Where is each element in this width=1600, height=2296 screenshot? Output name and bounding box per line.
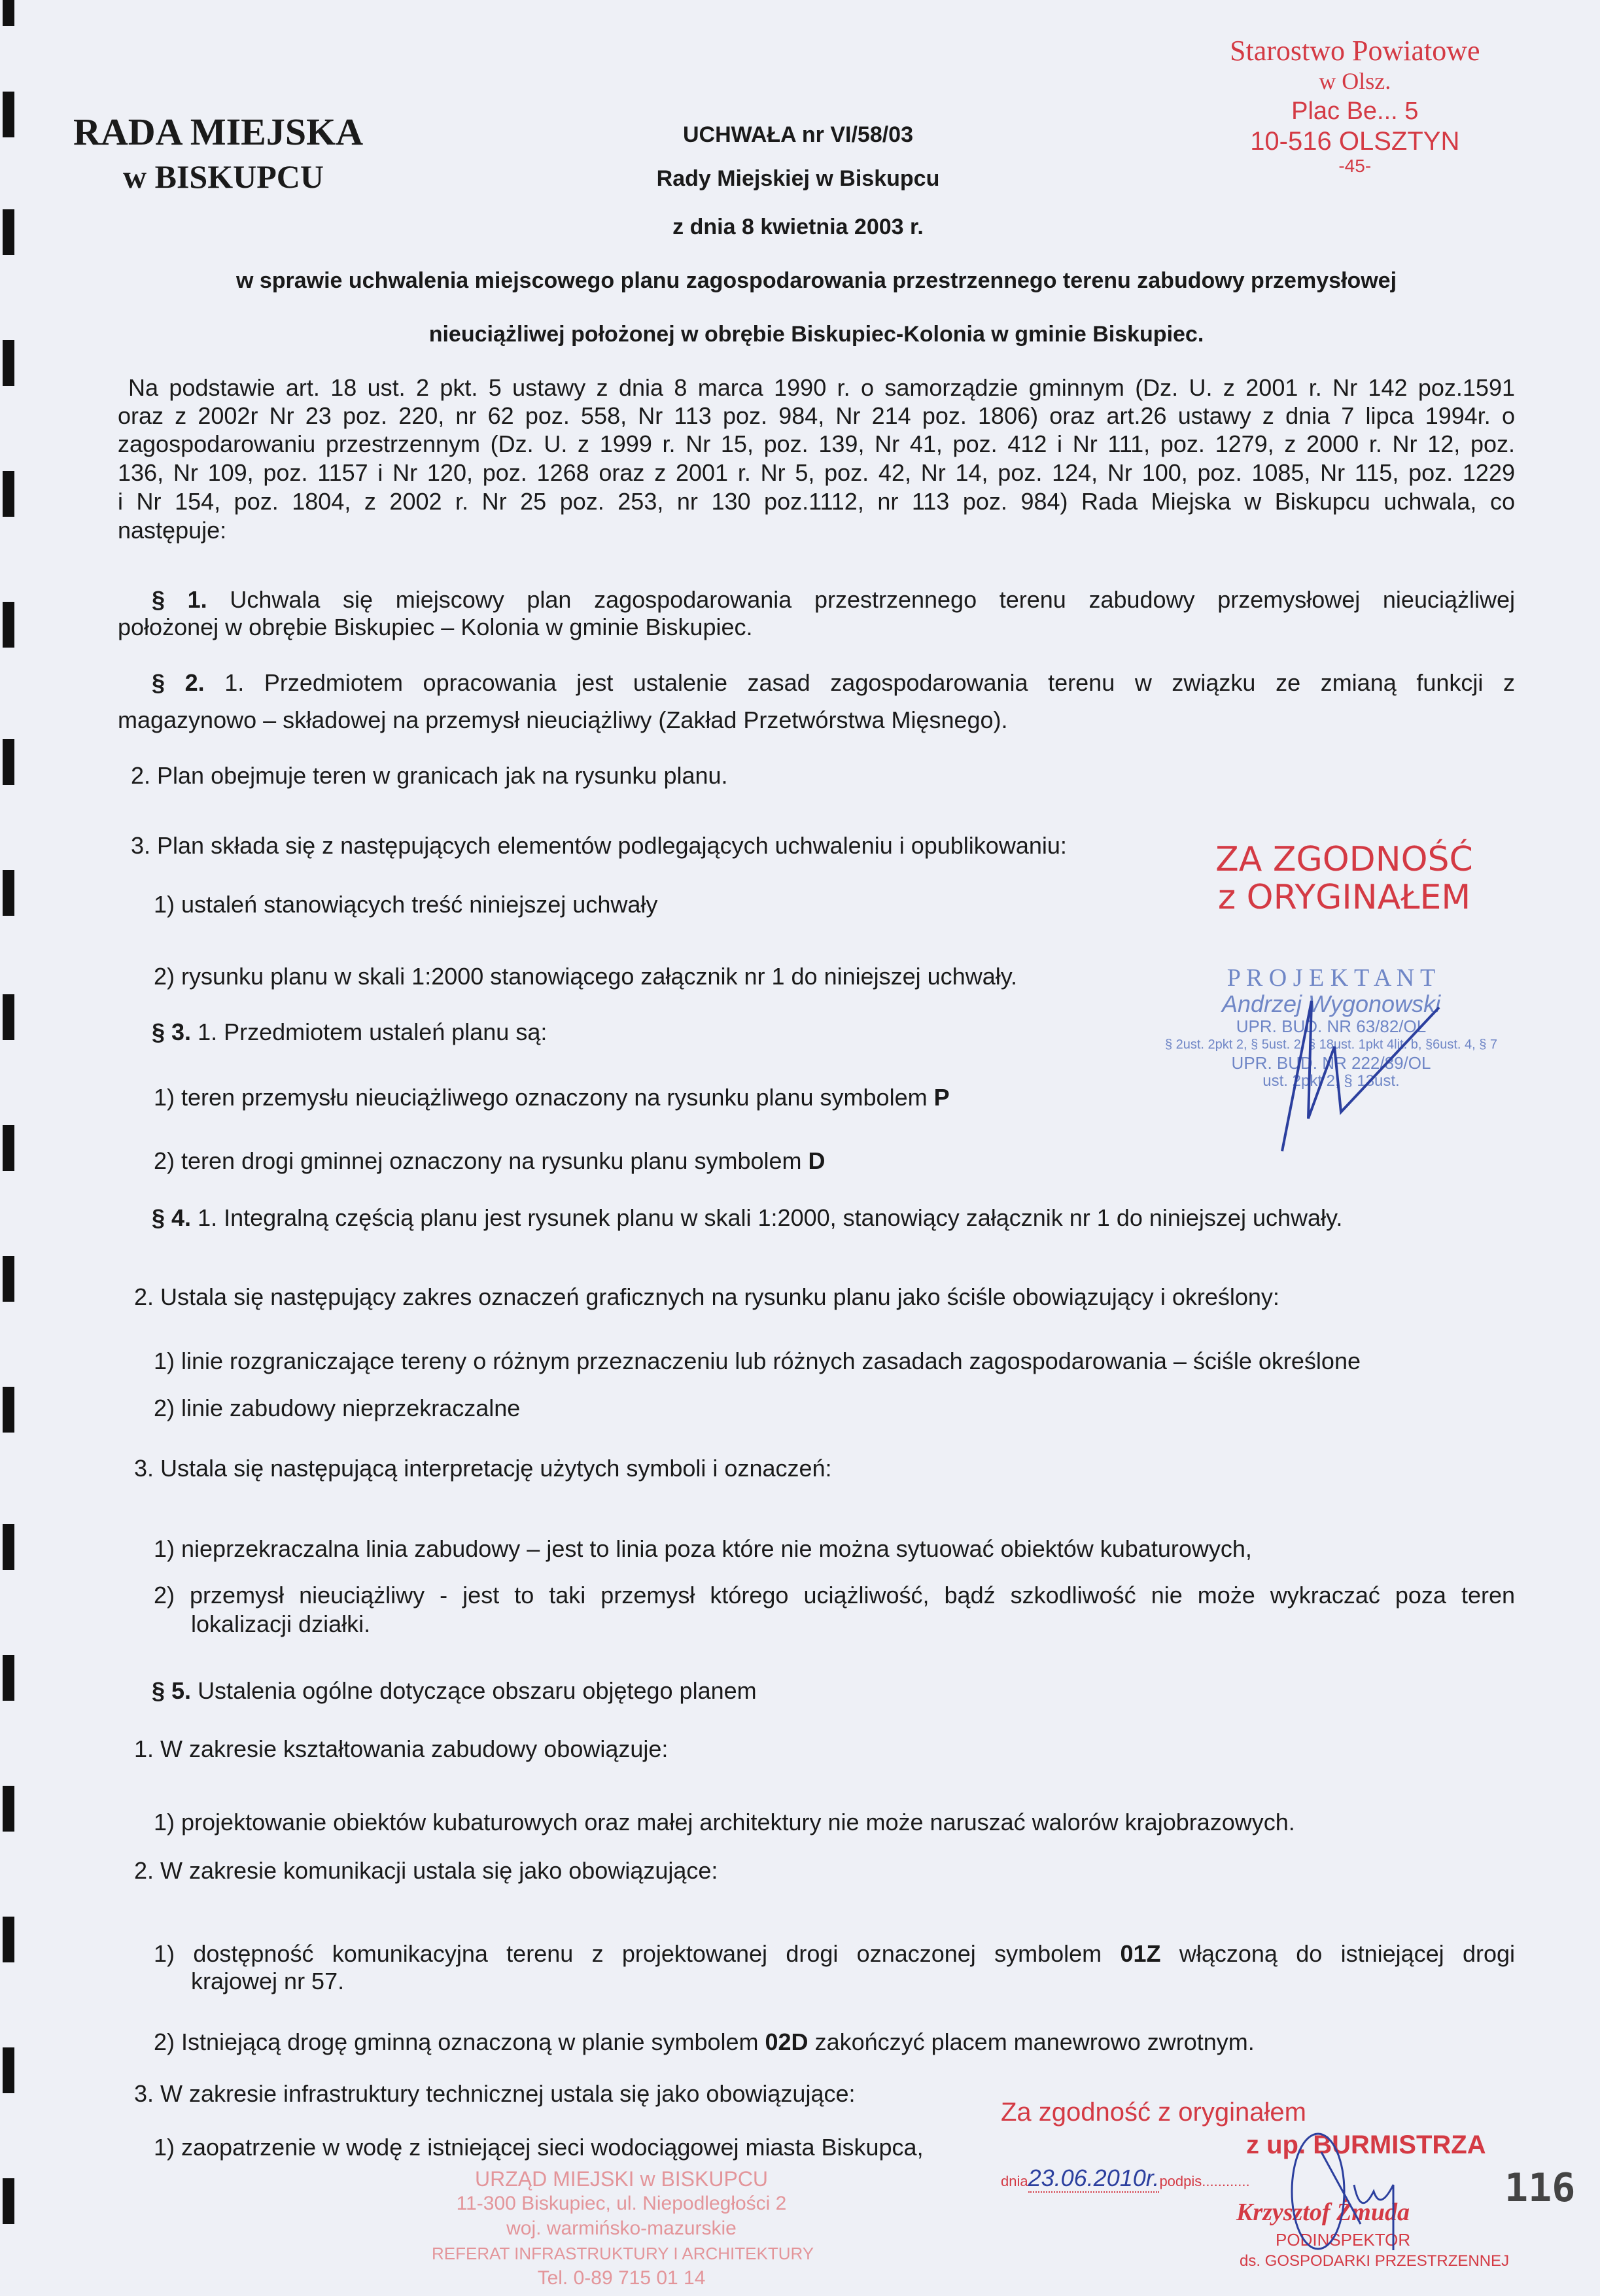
certified-copy-stamp xyxy=(1204,841,1485,916)
paragraph-5-item-3: 3. W zakresie infrastruktury technicznej ustala się jako obowiązujące: xyxy=(134,2080,856,2107)
resolution-date: z dnia 8 kwietnia 2003 r. xyxy=(672,215,924,239)
official-department: ds. GOSPODARKI PRZESTRZENNEJ xyxy=(1240,2252,1510,2270)
stamp-line: ZA ZGODNOŚĆ xyxy=(1215,840,1473,879)
stamp-line: ust. 2pkt 2, § 13ust. xyxy=(1262,1072,1400,1090)
section-label: § 5. xyxy=(152,1677,192,1704)
paragraph-1-line1 xyxy=(152,586,1515,614)
scan-mark xyxy=(3,870,14,916)
paragraph-3-item-1 xyxy=(154,1084,950,1111)
stamp-line: -45- xyxy=(1338,156,1372,176)
section-label: § 4. xyxy=(152,1204,192,1231)
official-role: PODINSPEKTOR xyxy=(1276,2230,1411,2250)
paragraph-3-item-2 xyxy=(154,1147,826,1175)
paragraph-2-item-3: 3. Plan składa się z następujących elementów podlegających uchwaleniu i opublikowaniu: xyxy=(131,832,1067,859)
stamp-line: Plac Be... 5 xyxy=(1291,97,1419,125)
stamp-line: UPR. BUD. NR 222/89/OL xyxy=(1231,1053,1431,1073)
scan-mark xyxy=(3,2178,14,2224)
paragraph-2-item-3-1: 1) ustaleń stanowiących treść niniejszej uchwały xyxy=(154,891,658,918)
paragraph-5-item-2: 2. W zakresie komunikacji ustala się jako obowiązujące: xyxy=(134,1857,718,1884)
scan-mark xyxy=(3,340,14,386)
stamp-line: Starostwo Powiatowe xyxy=(1230,35,1480,67)
paragraph-4-item-3-1: 1) nieprzekraczalna linia zabudowy – jest to linia poza które nie można sytuować obiektów kubaturowych, xyxy=(154,1535,1252,1562)
text: włączoną do istniejącej drogi xyxy=(1160,1940,1516,1967)
stamp-line: z ORYGINAŁEM xyxy=(1217,878,1471,917)
date-value: 23.06.2010r. xyxy=(1028,2165,1160,2191)
text: Uchwala się miejscowy plan zagospodarowania przestrzennego terenu zabudowy przemysłowej nieuciążliwej xyxy=(230,586,1515,613)
paragraph-4-item-3: 3. Ustala się następującą interpretację użytych symboli i oznaczeń: xyxy=(134,1455,832,1482)
scan-mark xyxy=(3,2047,14,2093)
paragraph-3-line1 xyxy=(152,1018,547,1046)
stamp-line: woj. warmińsko-mazurskie xyxy=(506,2218,737,2239)
preamble-line: Na podstawie art. 18 ust. 2 pkt. 5 ustawy z dnia 8 marca 1990 r. o samorządzie gminnym (Dz. U. z 2001 r. Nr 142 poz.1591 xyxy=(128,374,1515,401)
council-name: RADA MIEJSKA xyxy=(73,111,364,153)
page-number: 116 xyxy=(1504,2165,1576,2211)
designer-signature-icon xyxy=(1269,988,1465,1158)
stamp-line: § 2ust. 2pkt 2, § 5ust. 2, § 18ust. 1pkt 4lit. b, §6ust. 4, § 7 xyxy=(1164,1037,1498,1052)
stamp-line: w Olsz. xyxy=(1319,68,1391,94)
stamp-line: Tel. 0-89 715 01 14 xyxy=(537,2267,706,2289)
symbol: D xyxy=(808,1147,826,1174)
paragraph-4-item-2: 2. Ustala się następujący zakres oznaczeń graficznych na rysunku planu jako ściśle obowiązujący i określony: xyxy=(134,1283,1279,1310)
resolution-subject-line2: nieuciążliwej położonej w obrębie Biskupiec-Kolonia w gminie Biskupiec. xyxy=(428,322,1204,347)
scan-mark xyxy=(3,1256,14,1302)
paragraph-5-item-2-1-line1 xyxy=(154,1940,1515,1968)
preamble-line: 136, Nr 109, poz. 1157 i Nr 120, poz. 1268 oraz z 2001 r. Nr 5, poz. 42, Nr 14, poz. 124, Nr 100, poz. 1085, Nr 115, poz. 1229 xyxy=(118,459,1515,486)
stamp-line: 11-300 Biskupiec, ul. Niepodległości 2 xyxy=(456,2193,787,2214)
symbol: 02D xyxy=(765,2028,809,2055)
text: 2) teren drogi gminnej oznaczony na rysunku planu symbolem xyxy=(154,1147,809,1174)
paragraph-2-item-2: 2. Plan obejmuje teren w granicach jak na rysunku planu. xyxy=(131,762,728,789)
text: Ustalenia ogólne dotyczące obszaru objętego planem xyxy=(198,1677,757,1704)
scan-mark xyxy=(3,92,14,137)
stamp-line: P R O J E K T A N T xyxy=(1226,964,1436,992)
official-name: Krzysztof Żmuda xyxy=(1236,2199,1410,2226)
paragraph-2-line1 xyxy=(152,669,1515,697)
section-label: § 2. xyxy=(152,669,205,696)
resolution-subject-line1: w sprawie uchwalenia miejscowego planu zagospodarowania przestrzennego terenu zabudowy przemysłowej xyxy=(235,268,1397,293)
scan-mark xyxy=(3,1917,14,1962)
stamp-line: UPR. BUD. NR 63/82/OL xyxy=(1236,1017,1427,1036)
scan-mark xyxy=(3,1524,14,1570)
paragraph-5-line1 xyxy=(152,1677,757,1705)
resolution-title: UCHWAŁA nr VI/58/03 xyxy=(682,122,914,147)
scan-mark xyxy=(3,1655,14,1701)
text: 1. Przedmiotem opracowania jest ustalenie zasad zagospodarowania terenu w związku ze zmianą funkcji z xyxy=(224,669,1515,696)
paragraph-5-item-1-1: 1) projektowanie obiektów kubaturowych oraz małej architektury nie może naruszać walorów krajobrazowych. xyxy=(154,1809,1295,1835)
scan-mark xyxy=(3,1786,14,1832)
text: 2) Istniejącą drogę gminną oznaczoną w planie symbolem xyxy=(154,2028,765,2055)
symbol: 01Z xyxy=(1120,1940,1161,1967)
preamble-line: i Nr 154, poz. 1804, z 2002 r. Nr 25 poz. 253, nr 130 poz.1112, nr 113 poz. 984) Rada Miejska w Biskupcu uchwala, co xyxy=(118,488,1515,515)
scan-mark xyxy=(3,0,14,26)
preamble-line: zagospodarowaniu przestrzennym (Dz. U. z 1999 r. Nr 15, poz. 139, Nr 41, poz. 412 i Nr 111, poz. 1279, z 2000 r. Nr 12, poz. xyxy=(118,430,1515,457)
paragraph-4-item-2-1: 1) linie rozgraniczające tereny o różnym przeznaczeniu lub różnych zasadach zagospodarowania – ściśle określone xyxy=(154,1348,1361,1374)
resolution-subtitle: Rady Miejskiej w Biskupcu xyxy=(656,166,940,191)
paragraph-2-item-3-2: 2) rysunku planu w skali 1:2000 stanowiącego załącznik nr 1 do niniejszej uchwały. xyxy=(154,963,1018,990)
certified-date-row: dnia23.06.2010r.podpis............ xyxy=(1001,2165,1250,2191)
text: 1. Integralną częścią planu jest rysunek planu w skali 1:2000, stanowiący załącznik nr 1 do niniejszej uchwały. xyxy=(198,1204,1343,1231)
stamp-line: REFERAT INFRASTRUKTURY I ARCHITEKTURY xyxy=(432,2244,814,2263)
section-label: § 1. xyxy=(152,586,207,613)
paragraph-5-item-2-1-line2: krajowej nr 57. xyxy=(191,1968,345,1994)
council-location: w BISKUPCU xyxy=(123,158,324,195)
symbol: P xyxy=(933,1084,950,1111)
paragraph-5-item-3-1: 1) zaopatrzenie w wodę z istniejącej sieci wodociągowej miasta Biskupca, xyxy=(154,2134,924,2161)
official-signature-icon xyxy=(1282,2126,1413,2250)
starostwo-stamp xyxy=(1230,36,1480,176)
certified-line2: z up. BURMISTRZA xyxy=(1246,2131,1486,2159)
paragraph-5-item-2-2 xyxy=(154,2028,1255,2056)
scan-mark xyxy=(3,739,14,785)
paragraph-4-item-3-2-line2: lokalizacji działki. xyxy=(191,1610,371,1637)
stamp-line: Andrzej Wygonowski xyxy=(1221,990,1441,1017)
text: 1) teren przemysłu nieuciążliwego oznaczony na rysunku planu symbolem xyxy=(154,1084,934,1111)
date-label: dnia xyxy=(1001,2173,1028,2189)
text: 1) dostępność komunikacyjna terenu z projektowanej drogi oznaczonej symbolem xyxy=(154,1940,1121,1967)
section-label: § 3. xyxy=(152,1018,192,1045)
paragraph-2-line2: magazynowo – składowej na przemysł nieuciążliwy (Zakład Przetwórstwa Mięsnego). xyxy=(118,706,1008,733)
text: 1. Przedmiotem ustaleń planu są: xyxy=(198,1018,548,1045)
city-office-stamp xyxy=(432,2166,814,2291)
scan-mark xyxy=(3,209,14,255)
stamp-line: URZĄD MIEJSKI w BISKUPCU xyxy=(474,2167,769,2191)
scan-mark xyxy=(3,1125,14,1171)
paragraph-1-line2: położonej w obrębie Biskupiec – Kolonia w gminie Biskupiec. xyxy=(118,614,753,640)
scan-mark xyxy=(3,994,14,1040)
scan-mark xyxy=(3,602,14,648)
paragraph-4-item-2-2: 2) linie zabudowy nieprzekraczalne xyxy=(154,1395,521,1421)
scan-mark xyxy=(3,471,14,517)
scan-mark xyxy=(3,1387,14,1433)
preamble-line: następuje: xyxy=(118,517,227,544)
text: zakończyć placem manewrowo zwrotnym. xyxy=(808,2028,1255,2055)
paragraph-4-line1 xyxy=(152,1204,1342,1232)
paragraph-5-item-1: 1. W zakresie kształtowania zabudowy obowiązuje: xyxy=(134,1735,669,1762)
paragraph-4-item-3-2-line1: 2) przemysł nieuciążliwy - jest to taki przemysł którego uciążliwość, bądź szkodliwość nie może wykraczać poza teren xyxy=(154,1582,1515,1609)
signature-label: podpis xyxy=(1159,2173,1202,2189)
stamp-line: 10-516 OLSZTYN xyxy=(1250,127,1460,156)
certified-line1: Za zgodność z oryginałem xyxy=(1001,2098,1306,2127)
preamble-line: oraz z 2002r Nr 23 poz. 220, nr 62 poz. 558, Nr 113 poz. 984, Nr 214 poz. 1806) oraz art.26 ustawy z dnia 7 lipca 1994r. o xyxy=(118,402,1515,429)
